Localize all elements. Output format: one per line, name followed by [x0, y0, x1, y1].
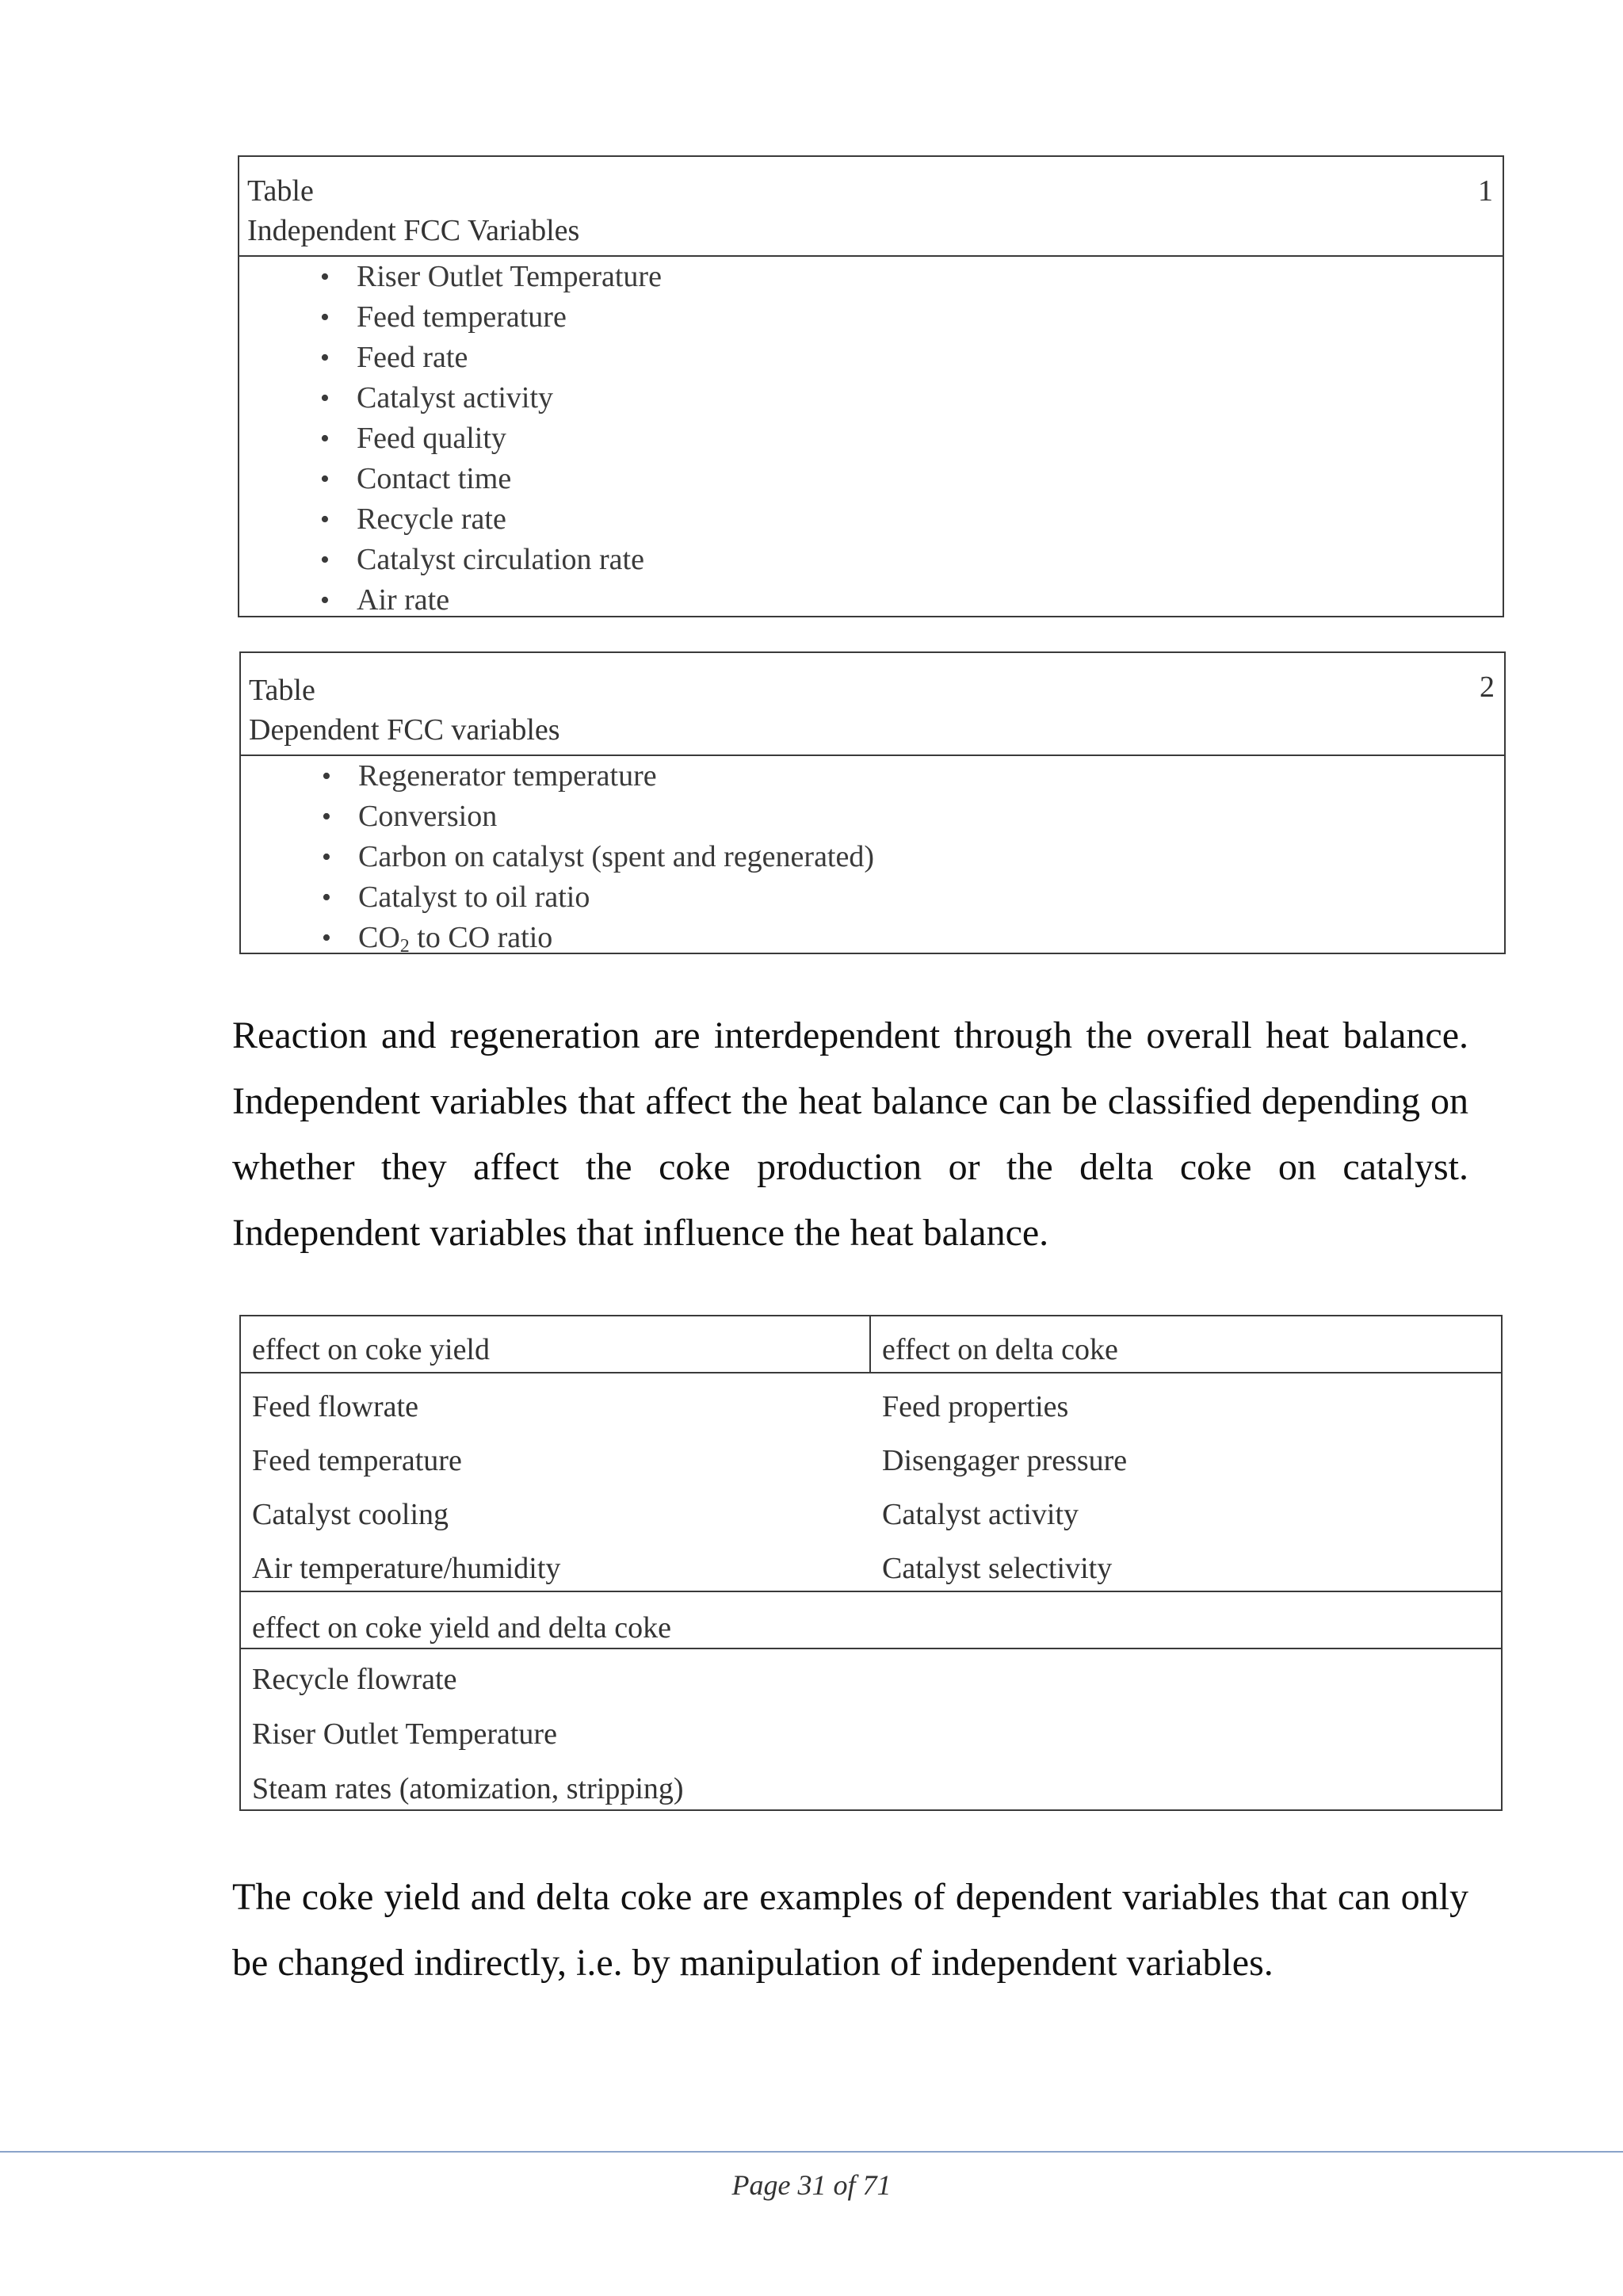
header-effect-on-coke-yield: effect on coke yield [241, 1316, 871, 1372]
list-item: • Recycle rate [320, 499, 1503, 540]
table-dependent-fcc-variables [239, 651, 1506, 957]
table-cell: Catalyst cooling [252, 1498, 449, 1531]
table-cell: Recycle flowrate [252, 1663, 457, 1696]
table-cell: Catalyst selectivity [882, 1552, 1113, 1585]
table-header [239, 157, 1503, 257]
bullet-icon: • [320, 262, 330, 292]
table-cell: Air temperature/humidity [252, 1552, 561, 1585]
list-item: • Carbon on catalyst (spent and regenerated) [322, 837, 1504, 877]
header-effect-on-both: effect on coke yield and delta coke [241, 1592, 1501, 1649]
list-item: • Feed quality [320, 418, 1503, 459]
table-number: 1 [1478, 174, 1493, 208]
table-cell: Catalyst activity [882, 1498, 1079, 1531]
list-item: • Catalyst to oil ratio [322, 877, 1504, 918]
table-cell: Disengager pressure [882, 1444, 1128, 1477]
list-item: • Catalyst circulation rate [320, 540, 1503, 580]
table-row [241, 1649, 1501, 1817]
table-cell: Feed flowrate [252, 1390, 418, 1423]
bullet-icon: • [320, 424, 330, 453]
bullet-icon: • [322, 762, 331, 791]
page-number: Page 31 of 71 [731, 2169, 892, 2201]
body-paragraph: Reaction and regeneration are interdependent through the overall heat balance. Independent variables that affect the heat balance can be classified depending on whether they affect the coke production or the delta coke on catalyst. Independent variables that influence the heat balance. [232, 1014, 1468, 1254]
table-header [241, 653, 1504, 756]
coke-yield-column [241, 1373, 871, 1591]
table-row [241, 1373, 1501, 1592]
table-independent-fcc-variables [238, 155, 1504, 617]
table-caption: Dependent FCC variables [249, 713, 560, 747]
bullet-icon: • [322, 883, 331, 912]
bullet-icon: • [322, 923, 331, 953]
variable-list [239, 257, 1503, 621]
table-cell: Feed temperature [252, 1444, 462, 1477]
list-item: • Riser Outlet Temperature [320, 257, 1503, 297]
table-caption: Independent FCC Variables [247, 214, 580, 247]
list-item: • Conversion [322, 797, 1504, 837]
list-item: • Catalyst activity [320, 378, 1503, 418]
bullet-icon: • [320, 505, 330, 534]
table-header-row [241, 1316, 1501, 1373]
bullet-icon: • [322, 802, 331, 831]
bullet-icon: • [320, 545, 330, 575]
list-item: • Feed rate [320, 338, 1503, 378]
table-cell: Riser Outlet Temperature [252, 1717, 557, 1751]
table-number: 2 [1480, 670, 1495, 704]
variable-list [241, 756, 1504, 958]
table-cell: Feed properties [882, 1390, 1069, 1423]
list-item: • Air rate [320, 580, 1503, 621]
body-paragraph: The coke yield and delta coke are examples of dependent variables that can only be changed indirectly, i.e. by manipulation of independent variables. [232, 1876, 1468, 1984]
bullet-icon: • [320, 464, 330, 494]
bullet-icon: • [322, 842, 331, 872]
heat-balance-effects-table [239, 1315, 1503, 1811]
footer-divider [0, 2151, 1623, 2153]
bullet-icon: • [320, 343, 330, 372]
list-item: • Contact time [320, 459, 1503, 499]
table-label: Table [247, 174, 314, 208]
list-item: • Regenerator temperature [322, 756, 1504, 797]
table-cell: Steam rates (atomization, stripping) [252, 1772, 684, 1805]
bullet-icon: • [320, 586, 330, 615]
list-item: • $CO_2$ to CO ratio [322, 918, 1504, 958]
bullet-icon: • [320, 384, 330, 413]
header-effect-on-delta-coke: effect on delta coke [882, 1333, 1118, 1366]
list-item: • Feed temperature [320, 297, 1503, 338]
delta-coke-column [871, 1373, 1501, 1591]
bullet-icon: • [320, 303, 330, 332]
table-label: Table [249, 674, 315, 707]
